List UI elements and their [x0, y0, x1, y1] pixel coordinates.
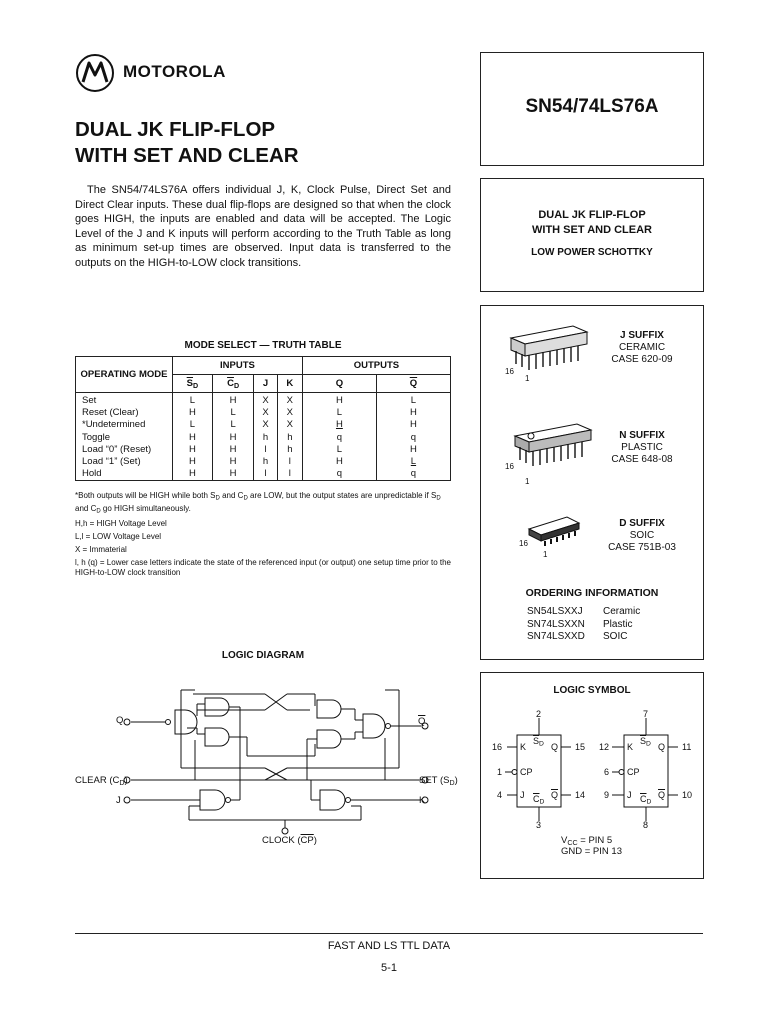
package-d-label — [589, 518, 695, 554]
note-lowercase: l, h (q) = Lower case letters indicate the state of the referenced input (or output) one setup time prior to the HIGH-to-LOW clock transition — [75, 558, 451, 577]
ordering-part-3: SN74LSXXD — [527, 631, 585, 642]
description-line-1: DUAL JK FLIP-FLOP — [538, 209, 646, 221]
ls1-q-label: Q — [551, 742, 559, 752]
ls2-j-label: J — [627, 790, 632, 800]
j-pin-1-label: 1 — [525, 374, 530, 383]
package-n-label — [589, 430, 695, 466]
tt-cd-cell: H L L H H H H — [212, 393, 254, 481]
title-line-1: DUAL JK FLIP-FLOP — [75, 118, 276, 141]
ld-set-label: SET $(S_D)$ — [419, 775, 458, 787]
truth-table — [75, 356, 451, 481]
ld-clear-label: CLEAR $(C_D)$ — [75, 775, 128, 787]
tt-mode: *Undetermined — [82, 419, 146, 431]
ls2-cp-label: CP — [627, 767, 640, 777]
ordering-type-1: Ceramic — [603, 606, 641, 617]
tt-mode: Set — [82, 395, 97, 406]
plastic-dip-package-icon — [511, 416, 595, 474]
j-material: CERAMIC — [618, 342, 666, 353]
n-suffix: N SUFFIX — [619, 430, 665, 441]
ordering-heading: ORDERING INFORMATION — [525, 587, 659, 599]
logic-symbol-heading: LOGIC SYMBOL — [553, 685, 631, 696]
ls1-cd-label: $\overline{C}_D$ — [533, 794, 545, 806]
d-material: SOIC — [629, 530, 655, 541]
ls1-cp-pin: 1 — [497, 767, 503, 777]
col-q: Q — [302, 375, 376, 393]
ls2-j-pin: 9 — [604, 790, 610, 800]
ld-qbar-label: $\overline{Q}$ — [418, 716, 426, 727]
col-k: K — [277, 375, 302, 393]
page-number: 5-1 — [381, 962, 397, 974]
ordering-type-2: Plastic — [603, 619, 633, 630]
vcc-pin-note: $V_{CC}$ = PIN 5 — [561, 835, 613, 847]
tt-sd-cell: L H L H H H H — [173, 393, 213, 481]
col-j: J — [254, 375, 277, 393]
ls1-cd-pin: 3 — [536, 820, 542, 830]
tt-j-cell: X X X h l h l — [254, 393, 277, 481]
page-title — [75, 117, 299, 169]
d-pin-16-label: 16 — [519, 539, 528, 548]
logic-diagram-title: LOGIC DIAGRAM — [221, 650, 305, 661]
part-number: SN54/74LS76A — [525, 96, 659, 117]
ls2-cp-pin: 6 — [604, 767, 610, 777]
ls1-sd-pin: 2 — [536, 709, 542, 719]
gnd-pin-note: GND = PIN 13 — [561, 846, 622, 857]
tt-mode: Load “1” (Set) — [82, 456, 141, 468]
col-cd: $\overline{C}_D$ — [212, 375, 254, 393]
note-low: L,l = LOW Voltage Level — [75, 532, 162, 541]
ld-clock-label: CLOCK $(\overline{CP})$ — [262, 835, 317, 846]
description-title — [481, 208, 703, 238]
note-immaterial: X = Immaterial — [75, 545, 127, 554]
col-sd: $\overline{S}_D$ — [173, 375, 213, 393]
motorola-logo-icon — [75, 53, 115, 93]
ls2-k-label: K — [627, 742, 634, 752]
inputs-header: INPUTS — [173, 357, 303, 375]
package-j-label — [589, 330, 695, 366]
note-undetermined: *Both outputs will be HIGH while both $S_D$ and $C_D$ are LOW, but the output states are unpredictable if $S_D$ and $C_D$ go HIGH simultaneously. — [75, 491, 441, 514]
ld-q-label: Q — [116, 715, 124, 726]
tt-qbar-cell: L H H q H L q — [376, 393, 450, 481]
tt-mode: Hold — [82, 468, 102, 480]
soic-package-icon — [525, 511, 585, 551]
ld-j-label: J — [116, 795, 121, 806]
ls1-k-pin: 16 — [492, 742, 503, 752]
tt-q-cell: H L H q L H q — [302, 393, 376, 481]
outputs-header: OUTPUTS — [302, 357, 450, 375]
ls2-k-pin: 12 — [599, 742, 610, 752]
d-case: CASE 751B-03 — [608, 542, 676, 553]
n-pin-16-label: 16 — [505, 462, 514, 471]
tt-k-cell: X X X h h l l — [277, 393, 302, 481]
col-qbar: $\overline{Q}$ — [376, 375, 450, 393]
n-material: PLASTIC — [621, 442, 663, 453]
ls2-sd-pin: 7 — [643, 709, 649, 719]
ls1-j-label: J — [520, 790, 525, 800]
ls1-sd-label: $\overline{S}_D$ — [533, 736, 544, 748]
title-line-2: WITH SET AND CLEAR — [75, 144, 299, 167]
logic-symbol-box — [480, 672, 704, 879]
tt-mode: Load “0” (Reset) — [82, 443, 152, 455]
description-box — [480, 178, 704, 292]
tt-mode: Reset (Clear) — [82, 407, 139, 419]
ls2-qbar-label: $\overline{Q}$ — [658, 790, 666, 800]
part-number-box — [480, 52, 704, 166]
footer-divider — [75, 933, 703, 934]
ld-k-label: K — [419, 795, 426, 806]
j-pin-16-label: 16 — [505, 367, 514, 376]
package-box — [480, 305, 704, 660]
footer-title: FAST AND LS TTL DATA — [327, 940, 451, 952]
ordering-type-3: SOIC — [603, 631, 628, 642]
ls2-q-pin: 11 — [682, 742, 692, 752]
col-operating-mode: OPERATING MODE — [76, 357, 173, 393]
ls2-qbar-pin: 10 — [682, 790, 693, 800]
ls1-cp-label: CP — [520, 767, 533, 777]
brand-name: MOTOROLA — [123, 62, 226, 81]
tt-mode: Toggle — [82, 431, 110, 443]
description-sub: LOW POWER SCHOTTKY — [531, 247, 653, 258]
ls2-q-label: Q — [658, 742, 666, 752]
truth-table-notes — [75, 491, 455, 581]
d-pin-1-label: 1 — [543, 550, 548, 559]
j-suffix: J SUFFIX — [620, 330, 664, 341]
tt-modes-cell — [76, 393, 173, 481]
d-suffix: D SUFFIX — [619, 518, 665, 529]
ls2-sd-label: $\overline{S}_D$ — [640, 736, 651, 748]
ceramic-dip-package-icon — [507, 318, 591, 376]
intro-paragraph: The SN54/74LS76A offers individual J, K, Clock Pulse, Direct Set and Direct Clear inputs. These dual flip-flops are designed so that when the clock goes HIGH, the inputs are enabled and data will be accepted. The Logic Level of the J and K inputs will perform according to the Truth Table as long as minimum set-up times are observed. Input data is transferred to the outputs on the HIGH-to-LOW clock transitions. — [75, 184, 451, 269]
description-line-2: WITH SET AND CLEAR — [532, 224, 652, 236]
ls1-j-pin: 4 — [497, 790, 503, 800]
logic-diagram — [75, 680, 465, 850]
ls1-k-label: K — [520, 742, 527, 752]
ls1-qbar-label: $\overline{Q}$ — [551, 790, 559, 800]
j-case: CASE 620-09 — [611, 354, 673, 365]
ls1-qbar-pin: 14 — [575, 790, 586, 800]
ls2-cd-label: $\overline{C}_D$ — [640, 794, 652, 806]
truth-table-title: MODE SELECT — TRUTH TABLE — [184, 340, 342, 351]
n-case: CASE 648-08 — [611, 454, 673, 465]
ordering-part-2: SN74LSXXN — [527, 619, 585, 630]
note-high: H,h = HIGH Voltage Level — [75, 519, 167, 528]
ls2-cd-pin: 8 — [643, 820, 649, 830]
ordering-part-1: SN54LSXXJ — [527, 606, 583, 617]
ls1-q-pin: 15 — [575, 742, 586, 752]
n-pin-1-label: 1 — [525, 477, 530, 486]
